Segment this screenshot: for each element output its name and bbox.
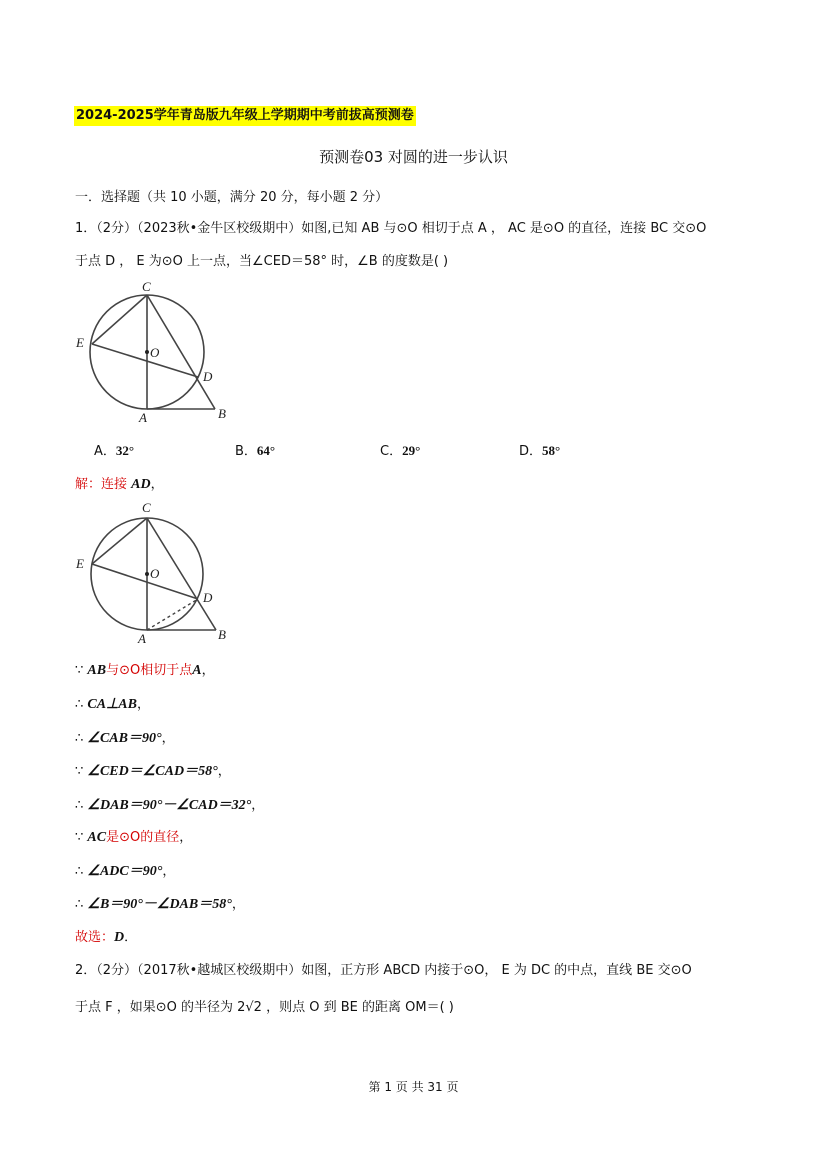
solution-step-1: ∵ AB与⊙O相切于点A， (75, 663, 215, 678)
exam-banner: 2024-2025学年青岛版九年级上学期期中考前拔高预测卷 (74, 106, 416, 126)
label-b: B (218, 406, 226, 421)
label-d: D (203, 369, 213, 384)
q2-stem-line2: 于点 F ，如果⊙O 的半径为 2√2 ，则点 O 到 BE 的距离 OM＝( ) (75, 1000, 454, 1015)
q1-figure (70, 278, 240, 426)
choice-c: C．29° (380, 443, 421, 459)
sol-label-b: B (218, 627, 226, 642)
q1-stem-line2: 于点 D ， E 为⊙O 上一点，当∠CED＝58° 时，∠B 的度数是( ) (75, 254, 449, 269)
solution-step-6: ∵ AC是⊙O的直径， (75, 830, 193, 845)
label-c: C (142, 279, 151, 294)
q2-stem-line1: 2．（2分）（2017秋•越城区校级期中）如图，正方形 ABCD 内接于⊙O， E 为 DC 的中点，直线 BE 交⊙O (75, 963, 692, 978)
answer-line: 故选：D． (75, 930, 138, 945)
solution-step-8: ∴ ∠B＝90°－∠DAB＝58°， (75, 897, 245, 912)
label-o: O (150, 345, 160, 360)
solution-figure (70, 498, 240, 646)
q1-stem-line1: 1．（2分）（2023秋•金牛区校级期中）如图,已知 AB 与⊙O 相切于点 A ， AC 是⊙O 的直径，连接 BC 交⊙O (75, 221, 707, 236)
page-footer: 第 1 页 共 31 页 (368, 1080, 459, 1094)
sol-label-c: C (142, 500, 151, 515)
document-title: 预测卷03 对圆的进一步认识 (319, 148, 508, 166)
choice-a: A．32° (94, 443, 135, 459)
sol-label-e: E (76, 556, 84, 571)
sol-label-a: A (138, 631, 146, 646)
solution-step-3: ∴ ∠CAB＝90°， (75, 731, 175, 746)
label-a: A (139, 410, 147, 425)
solution-step-4: ∵ ∠CED＝∠CAD＝58°， (75, 764, 231, 779)
solution-step-2: ∴ CA⊥AB， (75, 697, 150, 712)
solution-intro: 解：连接 AD， (75, 477, 164, 492)
label-e: E (76, 335, 84, 350)
sol-label-o: O (150, 566, 160, 581)
solution-step-5: ∴ ∠DAB＝90°－∠CAD＝32°， (75, 798, 265, 813)
solution-step-7: ∴ ∠ADC＝90°， (75, 864, 176, 879)
choice-b: B．64° (235, 443, 276, 459)
section-heading: 一．选择题（共 10 小题，满分 20 分，每小题 2 分） (75, 190, 389, 205)
choice-d: D．58° (519, 443, 561, 459)
sol-label-d: D (203, 590, 213, 605)
